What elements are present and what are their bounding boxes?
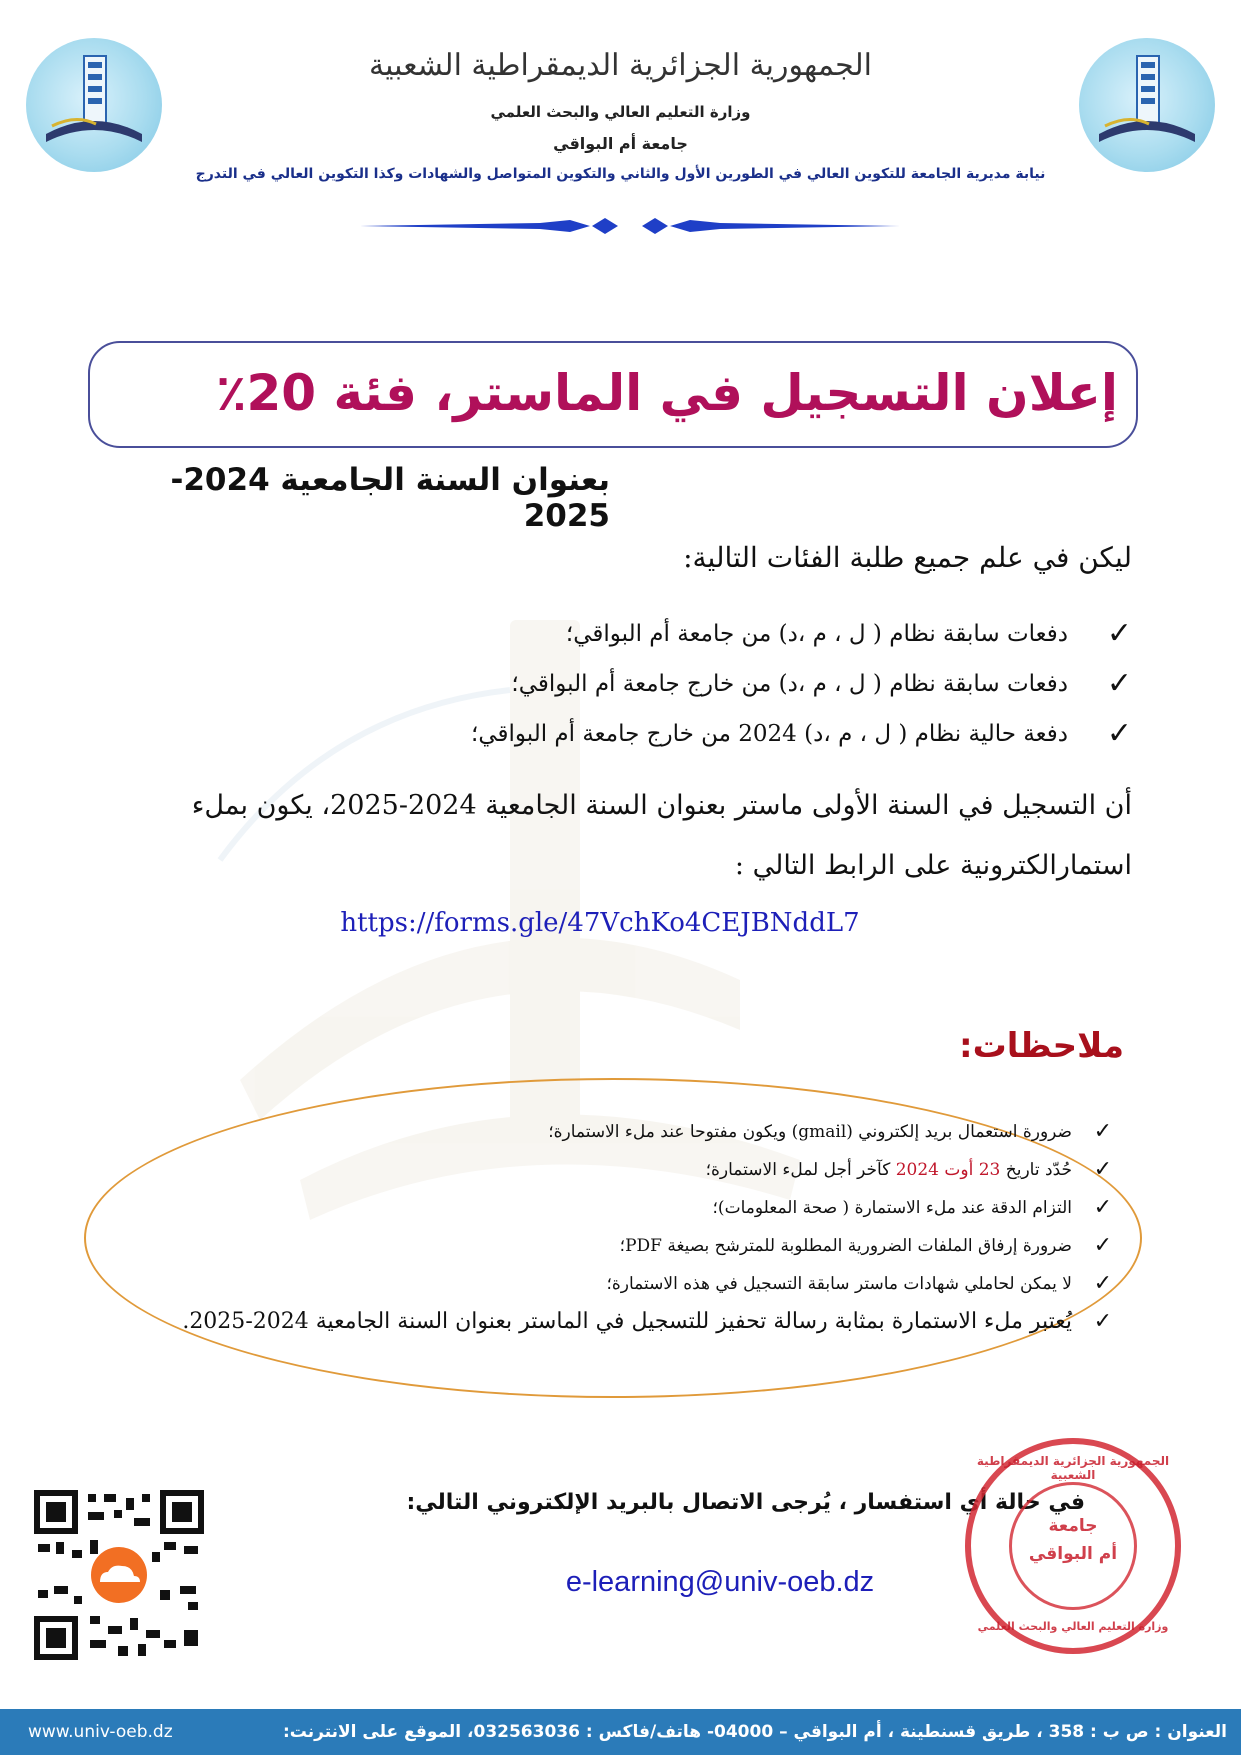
check-icon: ✓ — [1093, 1233, 1112, 1258]
registration-form-link[interactable]: https://forms.gle/47VchKo4CEJBNddL7 — [340, 908, 860, 938]
note-text: ضرورة إرفاق الملفات الضرورية المطلوبة للمترشح بصيغة PDF؛ — [619, 1236, 1072, 1256]
soundcloud-icon — [91, 1547, 147, 1603]
note-text: حُدّد تاريخ — [1000, 1160, 1072, 1180]
check-icon: ✓ — [1093, 1271, 1112, 1296]
check-icon: ✓ — [1093, 1195, 1112, 1220]
check-icon: ✓ — [1093, 1157, 1112, 1182]
stamp-center-line2: أم البواقي — [1028, 1544, 1118, 1564]
check-icon: ✓ — [1106, 666, 1132, 701]
stamp-center-line1: جامعة — [1048, 1516, 1098, 1536]
check-icon: ✓ — [1106, 616, 1132, 651]
note-item — [90, 1114, 1112, 1150]
header-ministry: وزارة التعليم العالي والبحث العلمي — [490, 103, 751, 121]
check-icon: ✓ — [1106, 716, 1132, 751]
note-item — [90, 1266, 1112, 1302]
footer-address — [14, 1709, 1227, 1755]
note-text: ضرورة استعمال بريد إلكتروني (gmail) ويكون مفتوحا عند ملء الاستمارة؛ — [548, 1122, 1072, 1142]
category-text: دفعات سابقة نظام ( ل ، م ،د) من خارج جامعة أم البواقي؛ — [511, 671, 1068, 697]
intro-text: ليكن في علم جميع طلبة الفئات التالية: — [683, 541, 1132, 574]
qr-code[interactable] — [34, 1490, 204, 1660]
category-item — [60, 662, 1132, 706]
stamp-ring-text: الجمهورية الجزائرية الديمقراطية الشعبية — [976, 1454, 1170, 1482]
note-item — [90, 1228, 1112, 1264]
note-item — [90, 1152, 1112, 1188]
contact-text: في حالة أي استفسار ، يُرجى الاتصال بالبريد الإلكتروني التالي: — [406, 1490, 1085, 1515]
category-item — [60, 712, 1132, 756]
note-text: لا يمكن لحاملي شهادات ماستر سابقة التسجيل في هذه الاستمارة؛ — [606, 1274, 1072, 1294]
category-item — [60, 612, 1132, 656]
header-republic: الجمهورية الجزائرية الديمقراطية الشعبية — [369, 48, 872, 83]
category-text: دفعات سابقة نظام ( ل ، م ،د) من جامعة أم البواقي؛ — [565, 621, 1068, 647]
header-divider — [360, 215, 900, 237]
check-icon: ✓ — [1093, 1309, 1112, 1334]
footer-address-text: العنوان : ص ب : 358 ، طريق قسنطينة ، أم البواقي – 04000- هاتف/فاكس : 032563036، الموقع على الانترنت: — [282, 1722, 1227, 1742]
academic-year-subtitle: بعنوان السنة الجامعية 2024-2025 — [170, 462, 610, 534]
note-item — [90, 1190, 1112, 1226]
check-icon: ✓ — [1093, 1119, 1112, 1144]
category-text: دفعة حالية نظام ( ل ، م ،د) 2024 من خارج جامعة أم البواقي؛ — [471, 721, 1068, 747]
deadline-date: 23 أوت 2024 — [895, 1160, 1001, 1180]
contact-email-link[interactable]: e-learning@univ-oeb.dz — [565, 1566, 875, 1598]
note-text: التزام الدقة عند ملء الاستمارة ( صحة المعلومات)؛ — [712, 1198, 1072, 1218]
note-item — [90, 1304, 1112, 1340]
page-title: إعلان التسجيل في الماستر، فئة 20٪ — [215, 364, 1118, 422]
header-directorate: نيابة مديرية الجامعة للتكوين العالي في الطورين الأول والثاني والتكوين المتواصل والشهادات وكذا التكوين العالي في التدرج — [195, 166, 1046, 182]
notes-title: ملاحظات: — [958, 1026, 1124, 1066]
note-text: يُعتبر ملء الاستمارة بمثابة رسالة تحفيز للتسجيل في الماستر بعنوان السنة الجامعية 2024-2025. — [182, 1309, 1072, 1334]
stamp-bottom-text: وزارة التعليم العالي والبحث العلمي — [977, 1620, 1169, 1633]
note-text: كآخر أجل لملء الاستمارة؛ — [705, 1160, 896, 1180]
footer-website-link[interactable]: www.univ-oeb.dz — [28, 1722, 173, 1742]
registration-paragraph: أن التسجيل في السنة الأولى ماستر بعنوان السنة الجامعية 2024-2025، يكون بملء استمارالكترونية على الرابط التالي : — [191, 790, 1132, 881]
header-university: جامعة أم البواقي — [553, 134, 688, 153]
official-stamp — [965, 1438, 1181, 1654]
